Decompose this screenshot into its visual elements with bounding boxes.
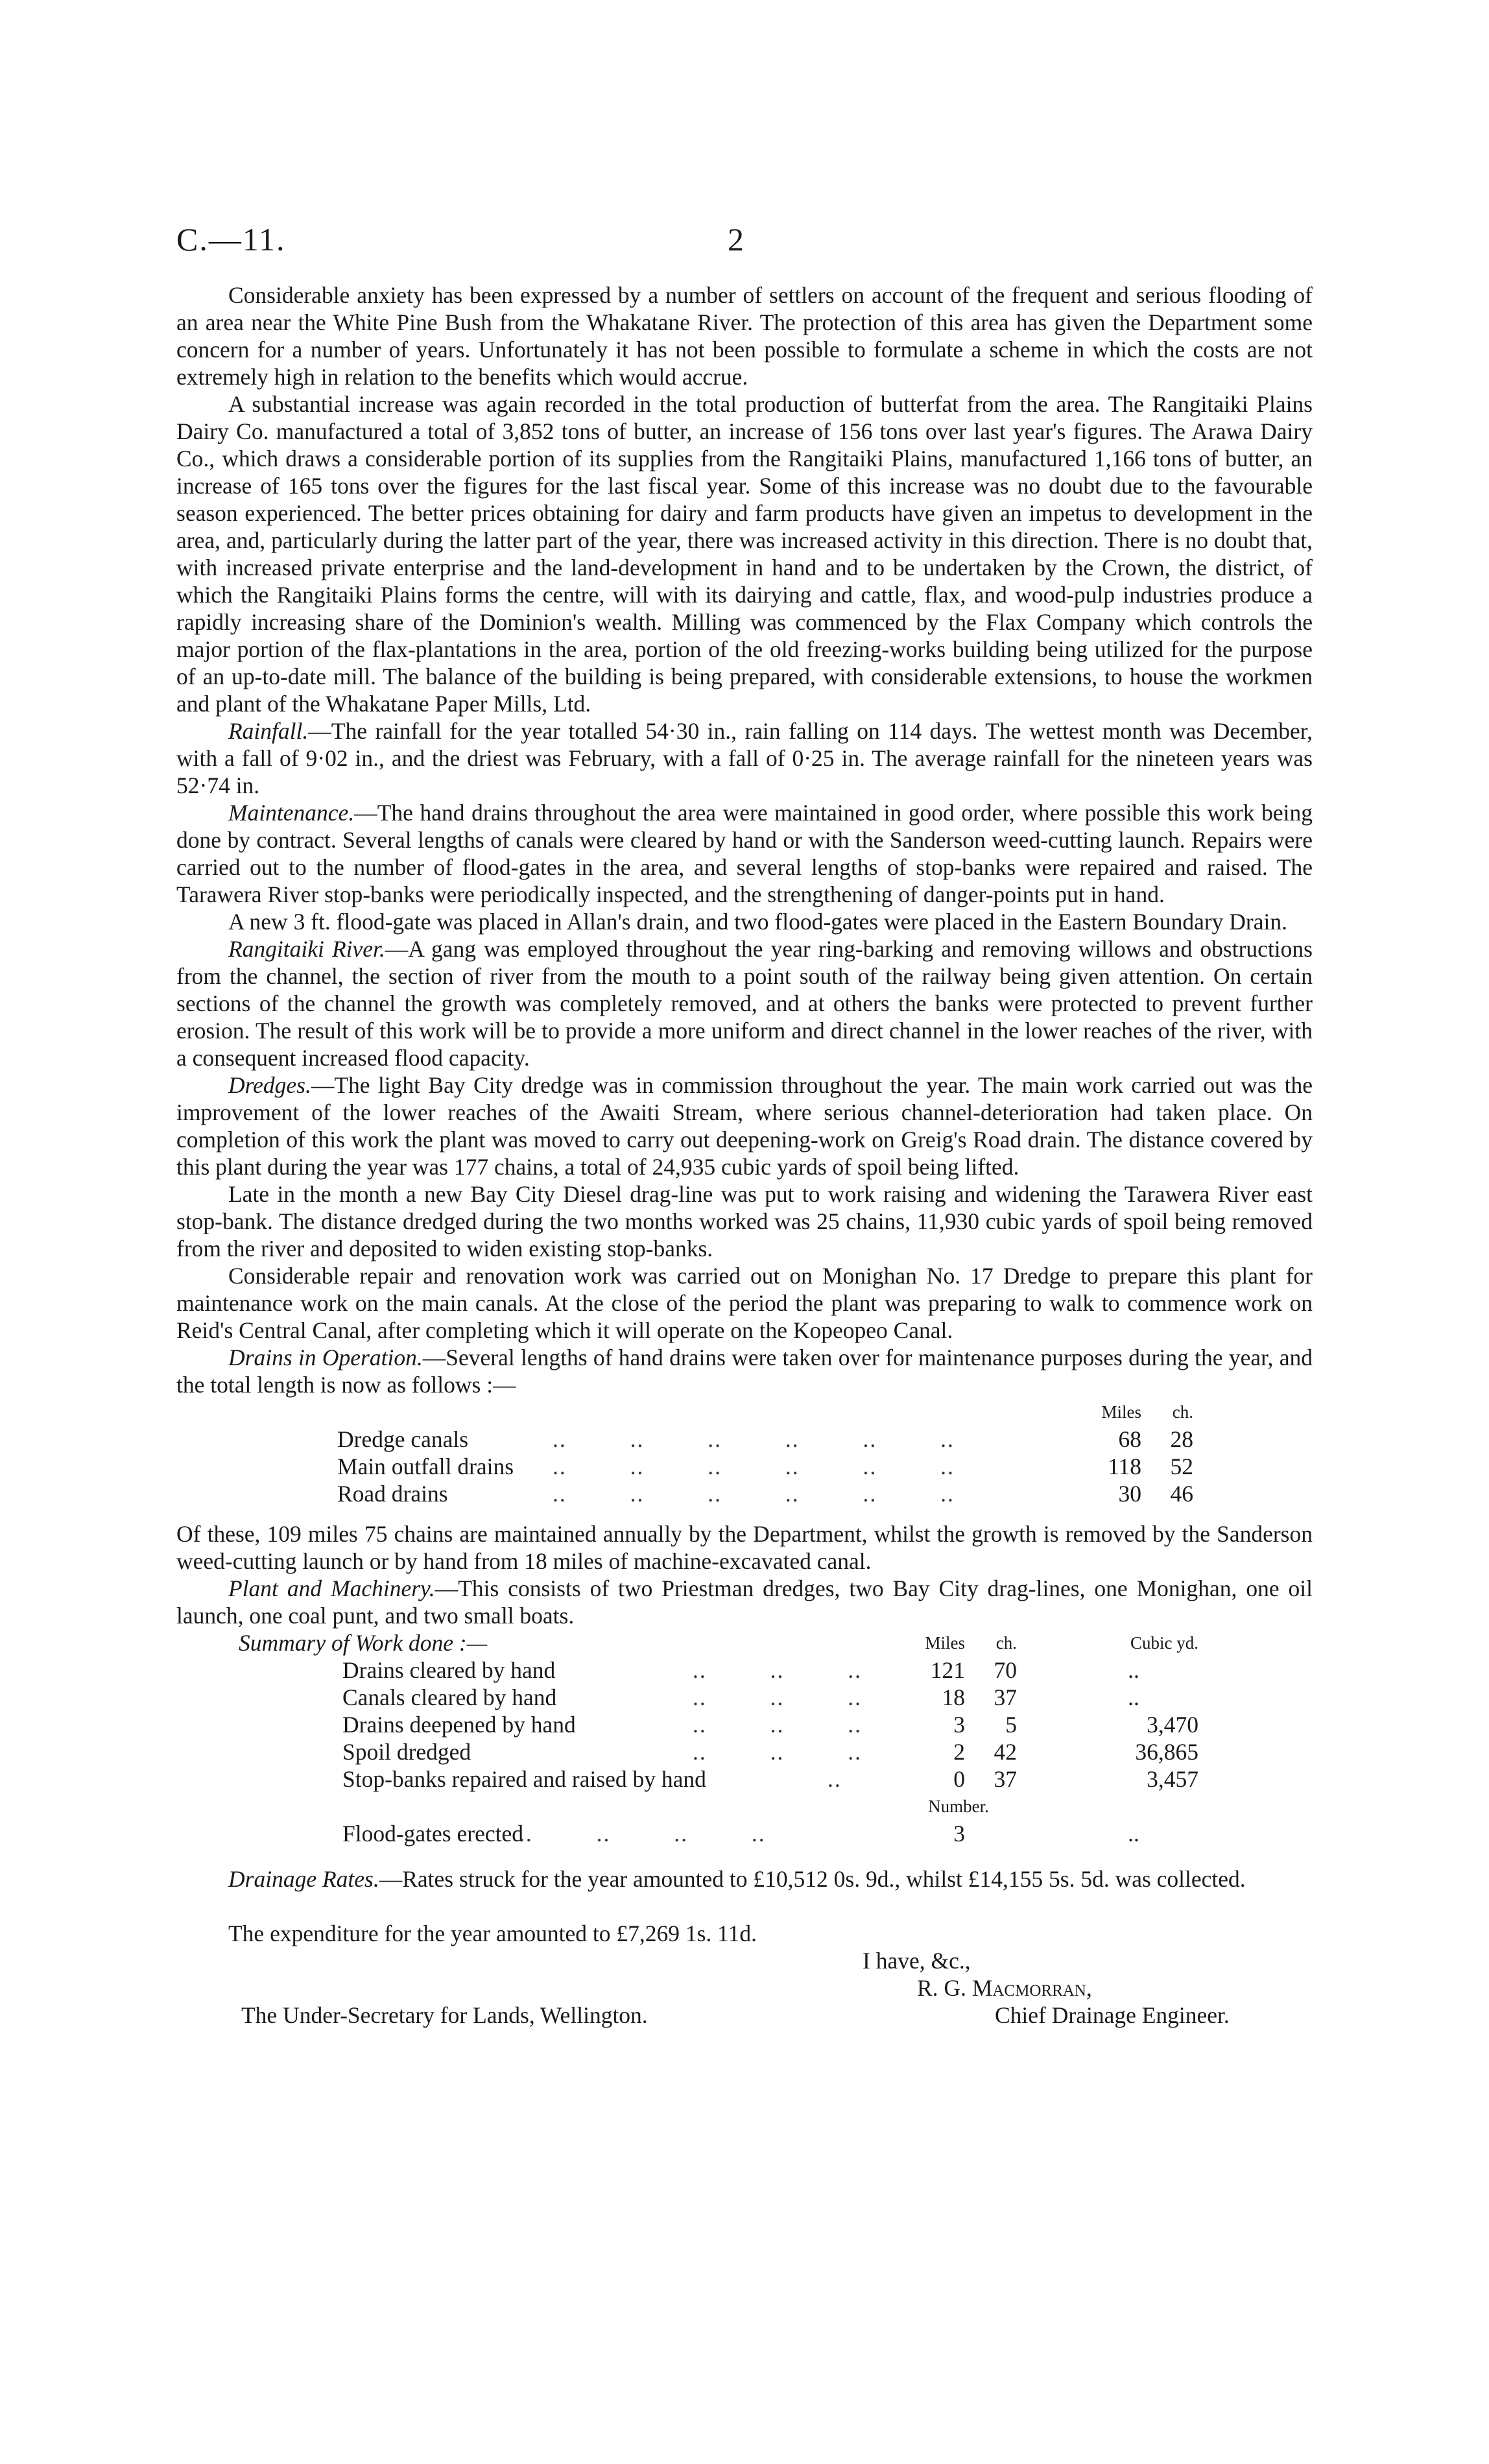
summary-number-header (239, 1793, 1198, 1820)
drains-row-miles: 118 (1108, 1453, 1141, 1479)
closing-block (176, 1947, 1313, 2056)
dredges-text: —The light Bay City dredge was in commission throughout the year. The main work carried out was the improvement of the lower reaches of the Awaiti Stream, where serious channel-deterioration had taken place. On completion of this work the plant was moved to carry out deepening-work on Greig's Road drain. The distance covered by this plant during the year was 177 chains, a total of 24,935 cubic yards of spoil being lifted. (176, 1072, 1313, 1180)
paragraph-maintenance (176, 799, 1313, 908)
summary-row-label: Drains cleared by hand (342, 1657, 556, 1683)
summary-row-label: Stop-banks repaired and raised by hand (342, 1766, 706, 1792)
paragraph-diesel: Late in the month a new Bay City Diesel drag-line was put to work raising and widening the Tarawera River east stop-bank. The distance dredged during the two months worked was 25 chains, 11,930 cubic yards of spoil being removed from the river and deposited to widen existing stop-banks. (176, 1181, 1313, 1262)
summary-row-miles: 2 (953, 1739, 965, 1765)
paragraph-expenditure: The expenditure for the year amounted to £7,269 1s. 11d. (228, 1920, 757, 1946)
floodgates-label: Flood-gates erected (342, 1821, 523, 1847)
salutation: I have, &c., (863, 1948, 971, 1974)
table-row: Drains cleared by hand .. .. .. 121 70 .. (239, 1657, 1198, 1684)
summary-row-ch: 42 (994, 1739, 1017, 1765)
paragraph-dredges (176, 1071, 1313, 1180)
table-row: Road drains .. .. .. .. .. .. 30 46 (337, 1481, 1193, 1507)
paragraph-plant (176, 1575, 1313, 1629)
table-row: Spoil dredged .. .. .. 2 42 36,865 (342, 1739, 1198, 1765)
addressee: The Under-Secretary for Lands, Wellington. (241, 2002, 648, 2028)
summary-col-miles: Miles (925, 1633, 965, 1653)
summary-row-label: Drains deepened by hand (342, 1712, 576, 1738)
summary-row-cubic: .. (1128, 1684, 1139, 1710)
rangitaiki-text: —A gang was employed throughout the year ring-barking and removing willows and obstructions from the channel, the section of river from the mouth to a point south of the railway being given attention. On certain sections of the channel the growth was completely removed, and at others the banks were protected to prevent further erosion. The result of this work will be to provide a more uniform and direct channel in the lower reaches of the river, with a consequent increased flood capacity. (176, 936, 1313, 1071)
drains-table-header (337, 1398, 1193, 1426)
drains-row-label: Dredge canals (337, 1426, 469, 1452)
maintenance-heading: Maintenance. (228, 800, 355, 826)
summary-row-label: Canals cleared by hand (342, 1684, 557, 1710)
drains-table (337, 1398, 1193, 1507)
summary-heading: Summary of Work done :— (239, 1630, 488, 1656)
summary-row-miles: 18 (942, 1684, 965, 1710)
paragraph-rainfall (176, 717, 1313, 799)
summary-col-cubic: Cubic yd. (1130, 1633, 1198, 1653)
drains-heading: Drains in Operation. (228, 1345, 423, 1370)
paragraph-of-these: Of these, 109 miles 75 chains are maintained annually by the Department, whilst the growth is removed by the Sanderson weed-cutting launch or by hand from 18 miles of machine-excavated canal. (176, 1521, 1313, 1574)
summary-col-ch: ch. (995, 1633, 1017, 1653)
drains-row-miles: 68 (1118, 1426, 1141, 1452)
paragraph-flooding: Considerable anxiety has been expressed by a number of settlers on account of the frequent and serious flooding of an area near the White Pine Bush from the Whakatane River. The protection of this area has given the Department some concern for a number of years. Unfortunately it has not been possible to formulate a scheme in which the costs are not extremely high in relation to the benefits which would accrue. (176, 282, 1313, 390)
maintenance-text: —The hand drains throughout the area were maintained in good order, where possible this work being done by contract. Several lengths of canals were cleared by hand or with the Sanderson weed-cutting launch. Repairs were carried out to the number of flood-gates in the area, and several lengths of stop-banks were repaired and raised. The Tarawera River stop-banks were periodically inspected, and the strengthening of danger-points put in hand. (176, 800, 1313, 907)
drains-row-ch: 28 (1170, 1426, 1193, 1452)
paragraph-rates (176, 1865, 1313, 1893)
table-row: Main outfall drains .. .. .. .. .. .. 118 52 (337, 1453, 1193, 1479)
summary-row-cubic: 3,457 (1147, 1766, 1198, 1792)
plant-heading: Plant and Machinery. (228, 1575, 435, 1601)
drains-row-ch: 46 (1170, 1481, 1193, 1507)
summary-row-miles: 121 (930, 1657, 965, 1683)
floodgates-cubic: .. (1128, 1821, 1139, 1847)
summary-row-ch: 5 (1005, 1712, 1017, 1738)
page-number: 2 (728, 221, 744, 257)
dredges-heading: Dredges. (228, 1072, 311, 1098)
rangitaiki-heading: Rangitaiki River. (228, 936, 385, 962)
paragraph-rangitaiki (176, 935, 1313, 1071)
drains-col-ch: ch. (1172, 1402, 1193, 1422)
summary-row-cubic: .. (1128, 1657, 1139, 1683)
paragraph-floodgate: A new 3 ft. flood-gate was placed in Allan's drain, and two flood-gates were placed in the Eastern Boundary Drain. (228, 909, 1287, 935)
summary-row-cubic: 36,865 (1135, 1739, 1198, 1765)
summary-table-header (239, 1629, 1198, 1657)
rainfall-heading: Rainfall. (228, 718, 309, 744)
drains-row-miles: 30 (1118, 1481, 1141, 1507)
table-row: Flood-gates erected .. .. .. .. 3 .. (239, 1820, 1198, 1847)
table-row: Stop-banks repaired and raised by hand .. 0 37 3,457 (342, 1766, 1198, 1792)
signatory-title: Chief Drainage Engineer. (995, 2002, 1230, 2028)
rates-heading: Drainage Rates. (228, 1866, 379, 1892)
rates-text: —Rates struck for the year amounted to £10,512 0s. 9d., whilst £14,155 5s. 5d. was collected. (379, 1866, 1246, 1892)
plant-text: —This consists of two Priestman dredges, two Bay City drag-lines, one Monighan, one oil launch, one coal punt, and two small boats. (176, 1575, 1313, 1629)
table-row: Canals cleared by hand .. .. .. 18 37 .. (239, 1684, 1198, 1711)
summary-row-label: Spoil dredged (342, 1739, 471, 1765)
drains-text: —Several lengths of hand drains were taken over for maintenance purposes during the year, and the total length is now as follows :— (176, 1345, 1313, 1398)
drains-col-miles: Miles (1101, 1402, 1141, 1422)
table-row: Dredge canals .. .. .. .. .. .. 68 28 (337, 1426, 1193, 1452)
paragraph-monighan: Considerable repair and renovation work was carried out on Monighan No. 17 Dredge to prepare this plant for maintenance work on the main canals. At the close of the period the plant was preparing to walk to commence work on Reid's Central Canal, after completing which it will operate on the Kopeopeo Canal. (176, 1263, 1313, 1343)
drains-row-ch: 52 (1170, 1453, 1193, 1479)
paragraph-butterfat: A substantial increase was again recorded in the total production of butterfat from the area. The Rangitaiki Plains Dairy Co. manufactured a total of 3,852 tons of butter, an increase of 156 tons over last year's figures. The Arawa Dairy Co., which draws a considerable portion of its supplies from the Rangitaiki Plains, manufactured 1,166 tons of butter, an increase of 165 tons over the figures for the last fiscal year. Some of this increase was no doubt due to the favourable season experienced. The better prices obtaining for dairy and farm products have given an impetus to development in the area, and, particularly during the latter part of the year, there was increased activity in this direction. There is no doubt that, with increased private enterprise and the land-development in hand and to be undertaken by the Crown, the district, of which the Rangitaiki Plains forms the centre, will with its dairying and cattle, flax, and wood-pulp industries produce a rapidly increasing share of the Dominion's wealth. Milling was commenced by the Flax Company which controls the major portion of the flax-plantations in the area, portion of the old freezing-works building being utilized for the purpose of an up-to-date mill. The balance of the building is being prepared, with considerable extensions, to house the workmen and plant of the Whakatane Paper Mills, Ltd. (176, 391, 1313, 717)
document-code: C.—11. (176, 221, 286, 257)
summary-row-miles: 3 (953, 1712, 965, 1738)
summary-table (239, 1629, 1198, 1847)
summary-row-ch: 37 (994, 1684, 1017, 1710)
signatory-name: R. G. Macmorran, (917, 1975, 1092, 2001)
summary-row-ch: 37 (994, 1766, 1017, 1792)
rainfall-text: —The rainfall for the year totalled 54·30 in., rain falling on 114 days. The wettest month was December, with a fall of 9·02 in., and the driest was February, with a fall of 0·25 in. The average rainfall for the nineteen years was 52·74 in. (176, 718, 1313, 798)
table-row: Drains deepened by hand .. .. .. 3 5 3,470 (342, 1712, 1198, 1738)
document-body (176, 281, 1313, 2056)
drains-row-label: Main outfall drains (337, 1453, 514, 1479)
summary-row-cubic: 3,470 (1147, 1712, 1198, 1738)
summary-row-miles: 0 (953, 1766, 965, 1792)
summary-col-number: Number. (928, 1797, 989, 1816)
drains-row-label: Road drains (337, 1481, 448, 1507)
paragraph-drains (176, 1344, 1313, 1398)
floodgates-number: 3 (953, 1821, 965, 1847)
summary-row-ch: 70 (994, 1657, 1017, 1683)
